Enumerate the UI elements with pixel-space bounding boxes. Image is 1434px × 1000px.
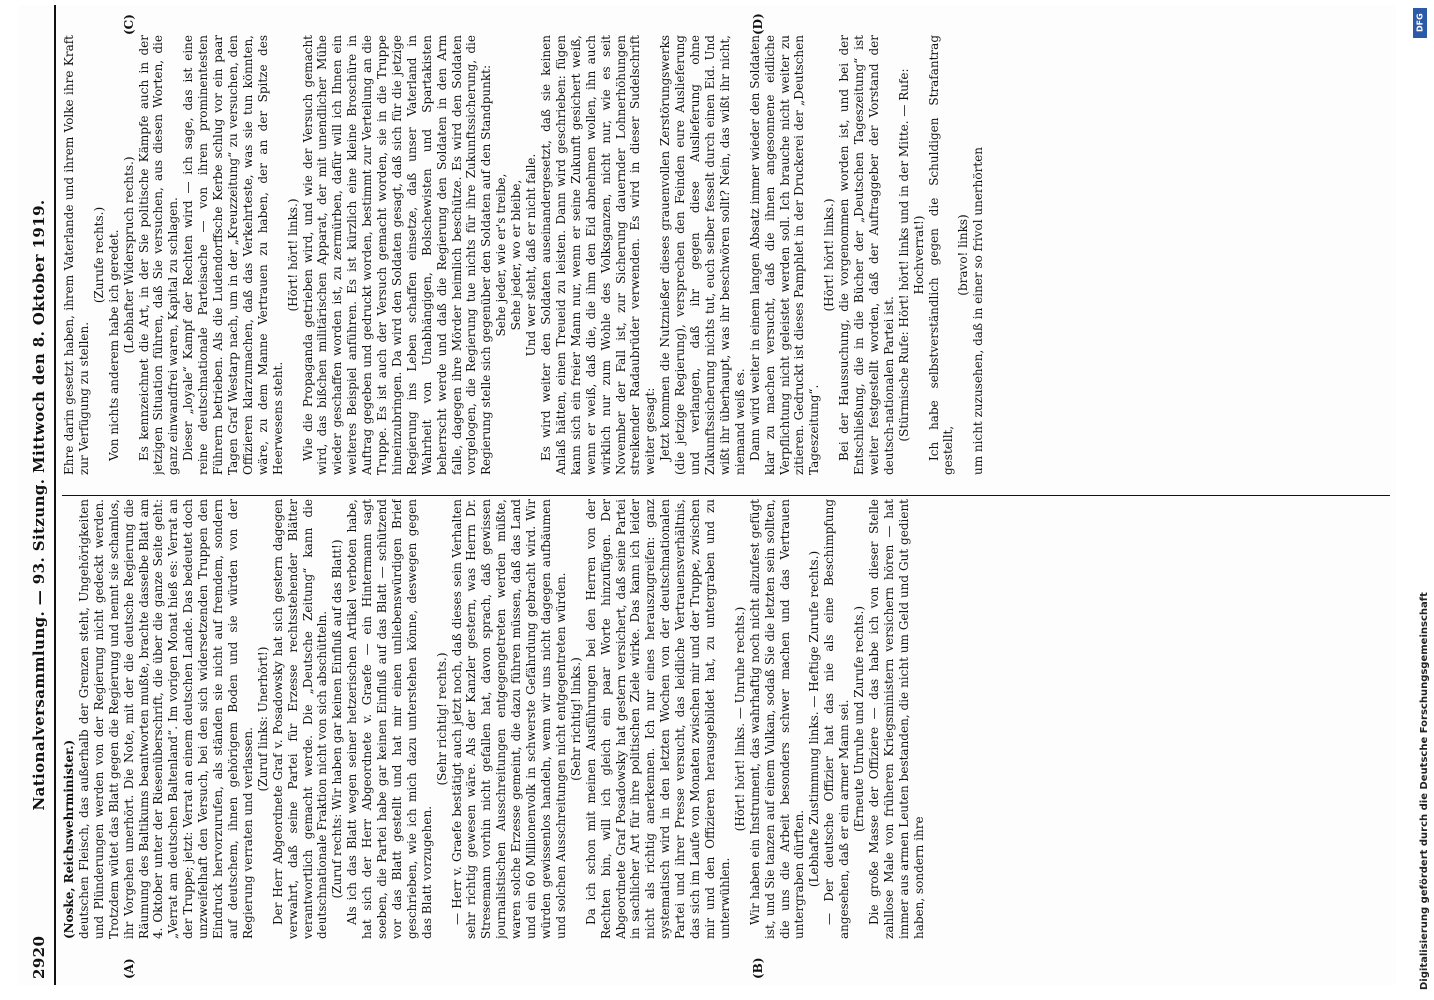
quote-line: Sehe jeder, wo er bleibe, — [509, 179, 524, 331]
left-column — [62, 499, 1390, 939]
quote-line: Und wer steht, daß er nicht falle. — [524, 153, 539, 357]
interjection: (Stürmische Rufe: Hört! hört! links und in der Mitte. — Rufe: Hochverrat!) — [896, 68, 926, 442]
digitization-attribution: Digitalisierung gefördert durch die Deutsche Forschungsgemeinschaft — [1419, 592, 1430, 990]
paragraph: Es kennzeichnet die Art, in der Sie politische Kämpfe auch in der jetzigen Situation führen, daß Sie versuchen, aus diesen Worten, die ganz einwandfrei waren, Kapital zu schlagen. — [136, 35, 181, 475]
paragraph: Es wird weiter den Soldaten auseinandergesetzt, daß sie keinen Anlaß hätten, einen Treueid zu leisten. Dann wird geschrieben: fügen kann sich ein freier Mann nur, wenn er seine Zukunft gesichert weiß, wenn er weiß, daß die, die ihm den Eid abnehmen wollen, ihn auch wirklich nur zum Wohle des Volksganzen, nicht nur, wie es seit November der Fall ist, zur Sicherung dauernder Lohnerhöhungen streikender Radaubrüder verwenden. Es wird in dieser Sudelschrift weiter gesagt: — [539, 35, 658, 475]
paragraph: Bei der Haussuchung, die vorgenommen worden ist, und bei der Entschließung, die in die Bücher der „Deutschen Tageszeitung“ ist weiter festgestellt worden, daß der Auftraggeber der Vorstand der deutsch-nationalen Partei ist. — [837, 35, 896, 475]
quoted-paragraph: Jetzt kommen die Nutznießer dieses grauenvollen Zerstörungswerks (die jetzige Regierung), versprechen den Feinden eure Auslieferung und verlangen, daß ihr gegen diese Auslieferung ohne Zukunftssicherung nichts tut, euch selber fesselt durch einen Eid. Und wißt ihr überhaupt, was ihr beschwören sollt? Nein, das wißt ihr nicht, niemand weiß es. — [658, 35, 747, 475]
margin-mark-a: (A) — [122, 958, 136, 979]
paragraph: Da ich schon mit meinen Ausführungen bei den Herren von der Rechten bin, will ich gleich ein paar Worte hinzufügen. Der Abgeordnete Graf Posadowsky hat gestern versichert, daß seine Partei in sachlicher Art für ihre politischen Ziele wirke. Das kann ich leider nicht als richtig anerkennen. Ich nur eines herauszugreifen: ganz systematisch wird in den letzten Wochen von der deutschnationalen Partei und ihrer Presse versucht, das leidliche Vertrauensverhältnis, das sich im Laufe von Monaten zwischen mir und der Truppe, zwischen mir und den Offizieren herausgebildet hat, zu untergraben und zu unterwühlen. — [583, 499, 732, 939]
interjection: (Hört! hört! links.) — [285, 198, 300, 312]
page-title: Nationalversammlung. — 93. Sitzung. Mittwoch den 8. Oktober 1919. — [30, 199, 48, 811]
paragraph: Wir haben ein Instrument, das wahrhaftig noch nicht allzufest gefügt ist, und Sie tanzen auf einem Vulkan, sodaß Sie die letzten sein sollten, die uns die Arbeit besonders schwer machen und das Vertrauen untergraben dürften. — [747, 499, 807, 939]
interjection: (Sehr richtig! links.) — [568, 657, 583, 781]
margin-mark-b: (B) — [751, 957, 765, 979]
interjection: (Sehr richtig! rechts.) — [434, 652, 449, 786]
interjection: (Hört! hört! links. — Unruhe rechts.) — [732, 606, 747, 832]
speaker-line: (Noske, Reichswehrminister.) — [62, 739, 76, 939]
paragraph: — Der deutsche Offizier hat das nie als eine Beschimpfung angesehen, daß er ein armer Mann sei. — [822, 499, 852, 939]
interjection: (Hört! hört! links.) — [822, 198, 837, 312]
quote-line: Sehe jeder, wie er's treibe, — [494, 173, 509, 337]
paragraph: Ich habe selbstverständlich gegen die Schuldigen Strafantrag gestellt, — [926, 35, 956, 475]
rotated-page — [18, 5, 1396, 985]
page-number: 2920 — [30, 935, 48, 979]
interjection: (Zurufe rechts.) — [91, 206, 106, 304]
interjection: (Lebhafte Zustimmung links. — Heftige Zurufe rechts.) — [807, 550, 822, 888]
paragraph: Der Herr Abgeordnete Graf v. Posadowsky hat sich gestern dagegen verwahrt, daß seine Partei für Erzesse rechtsstehender Blätter verantwortlich gemacht werde. Die „Deutsche Zeitung“ kann die deutschnationale Fraktion nicht von sich abschütteln. — [270, 499, 330, 939]
interjection: (Lebhafter Widerspruch rechts.) — [121, 156, 136, 354]
paragraph: Von nichts anderem habe ich geredet. — [106, 229, 121, 461]
page-header — [18, 5, 56, 985]
paragraph: Dann wird weiter in einem langen Absatz immer wieder den Soldaten klar zu machen versucht, daß die ihnen angesonnene eidliche Verpflichtung nicht geleistet werden soll. Ich brauche nicht weiter zu zitieren. Gedruckt ist dieses Pamphlet in der Druckerei der „Deutschen Tageszeitung“. — [747, 35, 822, 475]
column-divider — [62, 495, 1390, 496]
margin-mark-c: (C) — [122, 14, 136, 35]
paragraph: Als ich das Blatt wegen seiner hetzerischen Artikel verboten habe, hat sich der Herr Abgeordnete v. Graefe — ein Hintermann sagt soeben, die Partei habe gar keinen Einfluß auf das Blatt — schützend vor das Blatt gestellt und hat mir einen unliebenswürdigen Brief geschrieben, wie ich mich dazu unterstehen könne, deswegen gegen das Blatt vorzugehen. — [345, 499, 434, 939]
paragraph: Ehre darin gesetzt haben, ihrem Vaterlande und ihrem Volke ihre Kraft zur Verfügung zu stellen. — [62, 35, 91, 475]
margin-mark-d: (D) — [751, 13, 765, 35]
interjection: (bravo! links) — [956, 214, 971, 296]
paragraph: — Herr v. Graefe bestätigt auch jetzt noch, daß dieses sein Verhalten sehr richtig gewesen wäre. Als der Kanzler gestern, was Herrn Dr. Stresemann vorhin nicht gefallen hat, davon sprach, daß gewissen journalistischen Ausschreitungen entgegengetreten werden müßte, waren solche Erzesse gemeint, die dazu führen müssen, daß das Land und ein 60 Millionenvolk in schwerste Gefährdung gebracht wird. Wir würden gewissenlos handeln, wenn wir uns nicht dagegen aufbäumen und solchen Ausschreitungen nicht entgegentreten würden. — [449, 499, 568, 939]
right-column — [62, 35, 1390, 475]
paragraph: Dieser „loyale“ Kampf der Rechten wird — ich sage, das ist eine reine deutschnationale Parteisache — von ihren prominentesten Führern betrieben. Als die Ludendorffsche Kerbe schlug vor ein paar Tagen Graf Westarp nach, um in der „Kreuzzeitung“ zu versuchen, den Offizieren klarzumachen, daß das Verkehrteste, was sie tun könnten, wäre, zu dem Manne Vertrauen zu haben, der an der Spitze des Heerwesens steht. — [181, 35, 285, 475]
interjection: (Zuruf links: Unerhört!) — [255, 646, 270, 792]
dfg-logo: DFG — [1413, 8, 1427, 38]
paragraph: deutschen Fleisch, das außerhalb der Grenzen steht, Ungehörigkeiten und Plünderungen werden von der Regierung nicht gedeckt werden. Trotzdem wütet das Blatt gegen die Regierung und nennt sie schamlos, ihr Vorgehen unerhört. Die Note, mit der die deutsche Regierung die Räumung des Baltikums beantworten mußte, brachte dasselbe Blatt am 4. Oktober unter der Riesenüberschrift, die über die ganze Seite geht: „Verrat am deutschen Baltenland“. Im vorigen Monat hieß es: Verrat an der Truppe; jetzt: Verrat an einem deutschen Lande. Das bedeutet doch unzweifelhaft den Versuch, bei den sich widersetzenden Truppen den Eindruck hervorzurufen, als ständen sie nicht auf fremdem, sondern auf deutschem, ihnen gehörigem Boden und sie würden von der Regierung verraten und verlassen. — [76, 499, 255, 939]
interjection: (Erneute Unruhe und Zurufe rechts.) — [852, 605, 867, 833]
paragraph: Wie die Propaganda getrieben wird, und wie der Versuch gemacht wird, das bißchen militärischen Apparat, der mit unendlicher Mühe wieder geschaffen worden ist, zu zermürben, dafür will ich Ihnen ein weiteres Beispiel anführen. Es ist kürzlich eine kleine Broschüre in Auftrag gegeben und gedruckt worden, bestimmt zur Verteilung an die Truppe. Es ist auch der Versuch gemacht worden, sie in die Truppe hineinzubringen. Da wird den Soldaten gesagt, daß sich für die jetzige Regierung ins Leben schaffen einsetze, daß unser Vaterland in Wahrheit von Unabhängigen, Bolschewisten und Spartakisten beherrscht werde und daß die Regierung den Soldaten in den Arm falle, dagegen ihre Mörder heimlich beschütze. Es wird den Soldaten vorgelogen, die Regierung tue nichts für ihre Zukunftssicherung, die Regierung stelle sich gegenüber den Soldaten auf den Standpunkt: — [300, 35, 494, 475]
paragraph: um nicht zuzusehen, daß in einer so frivol unerhörten — [971, 147, 986, 475]
paragraph: Die große Masse der Offiziere — das habe ich von dieser Stelle zahllose Male von früheren Kriegsministern versichern hören — hat immer aus armen Leuten bestanden, die nicht um Geld und Gut gedient haben, sondern ihre — [866, 499, 926, 939]
interjection: (Zuruf rechts: Wir haben gar keinen Einfluß auf das Blatt!) — [330, 539, 345, 899]
